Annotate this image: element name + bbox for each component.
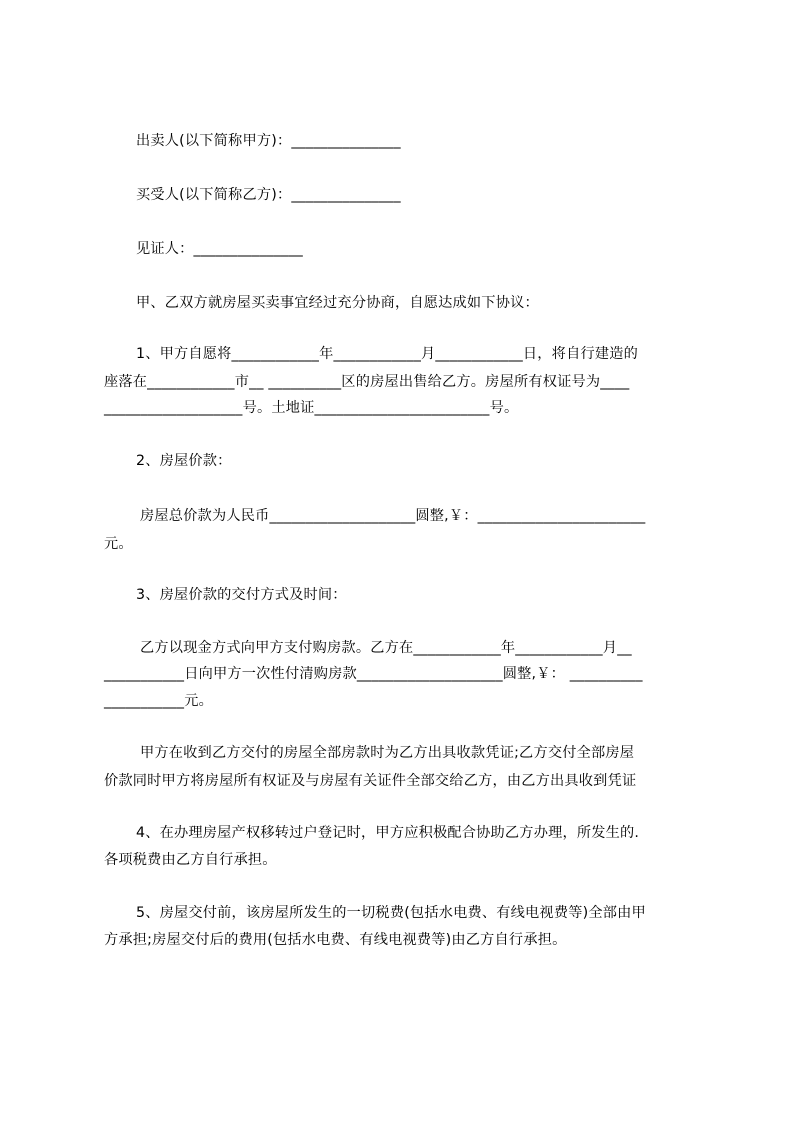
witness-line: 见证人：_______________ <box>136 241 303 257</box>
clause-1-line-2: 座落在____________市__ __________区的房屋出售给乙方。房屋所有权证号为____ <box>104 374 630 390</box>
clause-2-body-line-1: 房屋总价款为人民币____________________圆整,￥：_______________________ <box>140 508 646 524</box>
clause-5-line-2: 方承担;房屋交付后的费用(包括水电费、有线电视费等)由乙方自行承担。 <box>104 932 567 948</box>
clause-2-title: 2、房屋价款： <box>136 453 232 469</box>
clause-4-line-1: 4、在办理房屋产权移转过户登记时，甲方应积极配合协助乙方办理，所发生的. <box>136 825 640 841</box>
clause-4-line-2: 各项税费由乙方自行承担。 <box>104 852 277 868</box>
clause-5-line-1: 5、房屋交付前，该房屋所发生的一切税费(包括水电费、有线电视费等)全部由甲 <box>136 905 646 921</box>
clause-1-line-3: ___________________号。土地证________________________号。 <box>104 400 519 416</box>
buyer-line: 买受人(以下简称乙方)：_______________ <box>136 187 401 203</box>
intro-paragraph: 甲、乙双方就房屋买卖事宜经过充分协商，自愿达成如下协议： <box>136 295 539 311</box>
clause-3-title: 3、房屋价款的交付方式及时间： <box>136 587 347 603</box>
clause-3-body-line-1: 乙方以现金方式向甲方支付购房款。乙方在____________年____________月__ <box>140 640 632 656</box>
clause-2-body-line-2: 元。 <box>104 536 133 552</box>
clause-3-receipt-line-1: 甲方在收到乙方交付的房屋全部房款时为乙方出具收款凭证;乙方交付全部房屋 <box>140 745 635 761</box>
clause-3-body-line-2: ___________日向甲方一次性付清购房款____________________圆整,￥： __________ <box>104 666 643 682</box>
clause-3-body-line-3: ___________元。 <box>104 693 214 709</box>
clause-3-receipt-line-2: 价款同时甲方将房屋所有权证及与房屋有关证件全部交给乙方，由乙方出具收到凭证 <box>104 773 637 789</box>
clause-1-line-1: 1、甲方自愿将____________年____________月____________日，将自行建造的 <box>136 346 639 362</box>
seller-line: 出卖人(以下简称甲方)：_______________ <box>136 133 401 149</box>
